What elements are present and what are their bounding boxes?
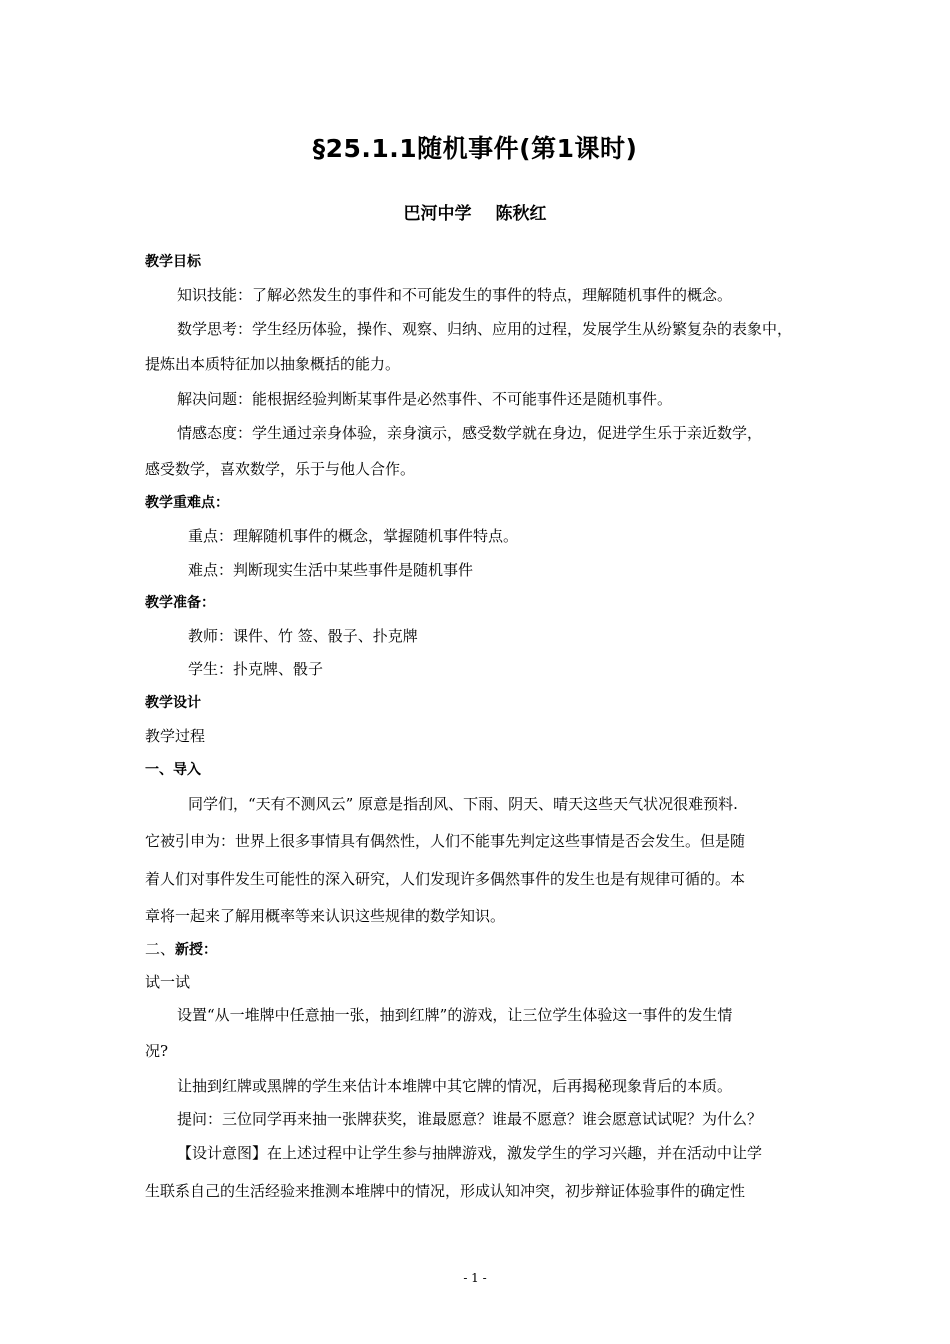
author-name: 陈秋红 <box>495 204 547 224</box>
page-number: - 1 - <box>463 1271 487 1285</box>
author-school: 巴河中学 <box>403 204 472 224</box>
goals-knowledge-paragraph: 知识技能：了解必然发生的事件和不可能发生的事件的特点，理解随机事件的概念。 <box>177 286 733 304</box>
try-paragraph-1-line-2: 况? <box>145 1042 169 1060</box>
goals-thinking-paragraph-line-2: 提炼出本质特征加以抽象概括的能力。 <box>145 355 401 373</box>
preparation-student: 学生：扑克牌、骰子 <box>188 660 324 678</box>
intro-paragraph-line-3: 着人们对事件发生可能性的深入研究，人们发现许多偶然事件的发生也是有规律可循的。本 <box>145 870 746 888</box>
key-points-heading: 教学重难点： <box>145 495 229 511</box>
goals-problem-paragraph: 解决问题：能根据经验判断某事件是必然事件、不可能事件还是随机事件。 <box>177 390 673 408</box>
preparation-teacher: 教师：课件、竹 签、骰子、扑克牌 <box>188 627 418 645</box>
goals-attitude-paragraph-line-2: 感受数学，喜欢数学，乐于与他人合作。 <box>145 460 416 478</box>
try-heading: 试一试 <box>145 973 191 991</box>
intro-paragraph-line-2: 它被引申为：世界上很多事情具有偶然性，人们不能事先判定这些事情是否会发生。但是随 <box>145 832 746 850</box>
design-intent-line-2: 生联系自己的生活经验来推测本堆牌中的情况，形成认知冲突，初步辩证体验事件的确定性 <box>145 1182 746 1200</box>
goals-attitude-paragraph-line-1: 情感态度：学生通过亲身体验，亲身演示，感受数学就在身边，促进学生乐于亲近数学， <box>177 424 763 442</box>
goals-heading: 教学目标 <box>145 254 201 270</box>
new-lesson-heading-title: 新授： <box>175 942 218 958</box>
author-line <box>0 201 950 227</box>
goals-thinking-paragraph-line-1: 数学思考：学生经历体验，操作、观察、归纳、应用的过程，发展学生从纷繁复杂的表象中， <box>177 320 793 338</box>
intro-paragraph-line-4: 章将一起来了解用概率等来认识这些规律的数学知识。 <box>145 907 506 925</box>
design-heading: 教学设计 <box>145 695 201 711</box>
try-paragraph-2: 让抽到红牌或黑牌的学生来估计本堆牌中其它牌的情况，后再揭秘现象背后的本质。 <box>177 1077 733 1095</box>
try-paragraph-1-line-1: 设置“从一堆牌中任意抽一张，抽到红牌”的游戏，让三位学生体验这一事件的发生情 <box>177 1006 733 1024</box>
intro-paragraph-line-1: 同学们，“天有不测风云” 原意是指刮风、下雨、阴天、晴天这些天气状况很难预料. <box>188 795 738 813</box>
new-lesson-heading-number: 二、 <box>145 940 176 958</box>
try-paragraph-3: 提问：三位同学再来抽一张牌获奖，谁最愿意？谁最不愿意？谁会愿意试试呢？为什么？ <box>177 1110 763 1128</box>
document-title: §25.1.1随机事件(第1课时) <box>312 134 638 163</box>
design-intent-line-1: 【设计意图】在上述过程中让学生参与抽牌游戏，激发学生的学习兴趣，并在活动中让学 <box>177 1144 763 1162</box>
process-heading: 教学过程 <box>145 727 206 745</box>
new-lesson-heading <box>145 938 217 961</box>
key-point-text: 重点：理解随机事件的概念，掌握随机事件特点。 <box>188 527 519 545</box>
preparation-heading: 教学准备： <box>145 595 215 611</box>
intro-heading: 一、导入 <box>145 762 201 778</box>
difficult-point-text: 难点：判断现实生活中某些事件是随机事件 <box>188 561 474 579</box>
